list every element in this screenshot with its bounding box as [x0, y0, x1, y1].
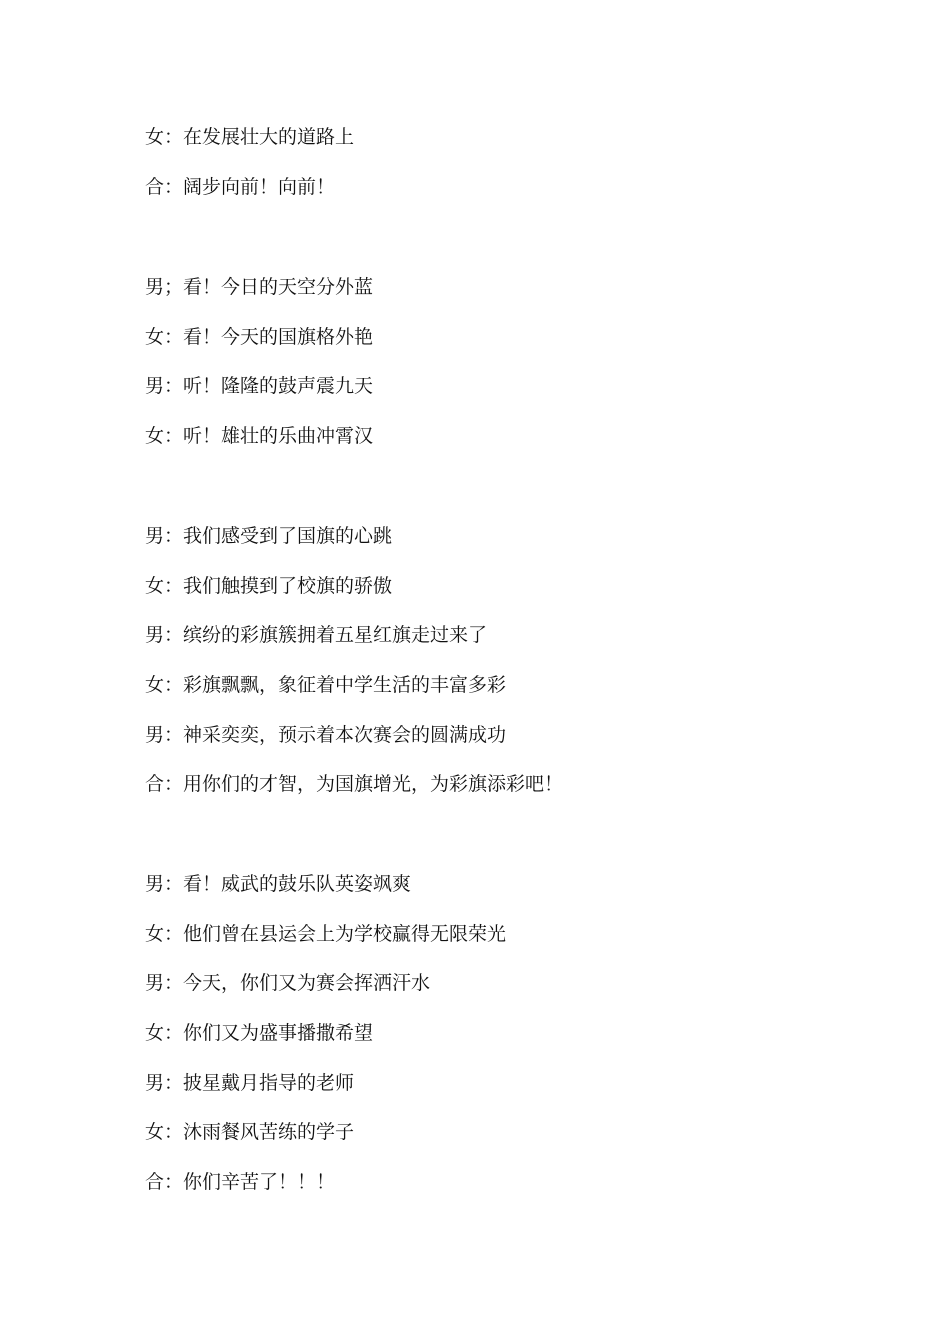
- script-line: 女：你们又为盛事播撒希望: [145, 1022, 374, 1045]
- script-line: 合：你们辛苦了！！！: [145, 1171, 336, 1194]
- script-line: 女：我们触摸到了校旗的骄傲: [145, 574, 393, 597]
- script-line: 男：听！隆隆的鼓声震九天: [145, 375, 374, 398]
- script-line: 女：听！雄壮的乐曲冲霄汉: [145, 425, 374, 448]
- stanza-4: [145, 874, 845, 1222]
- script-line: 男：缤纷的彩旗簇拥着五星红旗走过来了: [145, 624, 488, 647]
- script-line: 女：彩旗飘飘，象征着中学生活的丰富多彩: [145, 674, 507, 697]
- script-line: 女：沐雨餐风苦练的学子: [145, 1121, 355, 1144]
- stanza-1: [145, 127, 845, 226]
- script-line: 男：披星戴月指导的老师: [145, 1071, 355, 1094]
- script-line: 合：阔步向前！向前！: [145, 175, 336, 198]
- script-line: 男；看！今日的天空分外蓝: [145, 276, 374, 298]
- script-line: 女：看！今天的国旗格外艳: [145, 325, 374, 348]
- script-line: 女：在发展壮大的道路上: [145, 126, 355, 148]
- stanza-2: [145, 277, 845, 476]
- script-line: 男：看！威武的鼓乐队英姿飒爽: [145, 873, 412, 895]
- script-line: 合：用你们的才智，为国旗增光，为彩旗添彩吧！: [145, 773, 564, 796]
- script-line: 男：今天，你们又为赛会挥洒汗水: [145, 972, 431, 995]
- script-line: 男：神采奕奕，预示着本次赛会的圆满成功: [145, 723, 507, 746]
- stanza-3: [145, 526, 845, 824]
- script-line: 女：他们曾在县运会上为学校赢得无限荣光: [145, 922, 507, 945]
- script-line: 男：我们感受到了国旗的心跳: [145, 525, 393, 547]
